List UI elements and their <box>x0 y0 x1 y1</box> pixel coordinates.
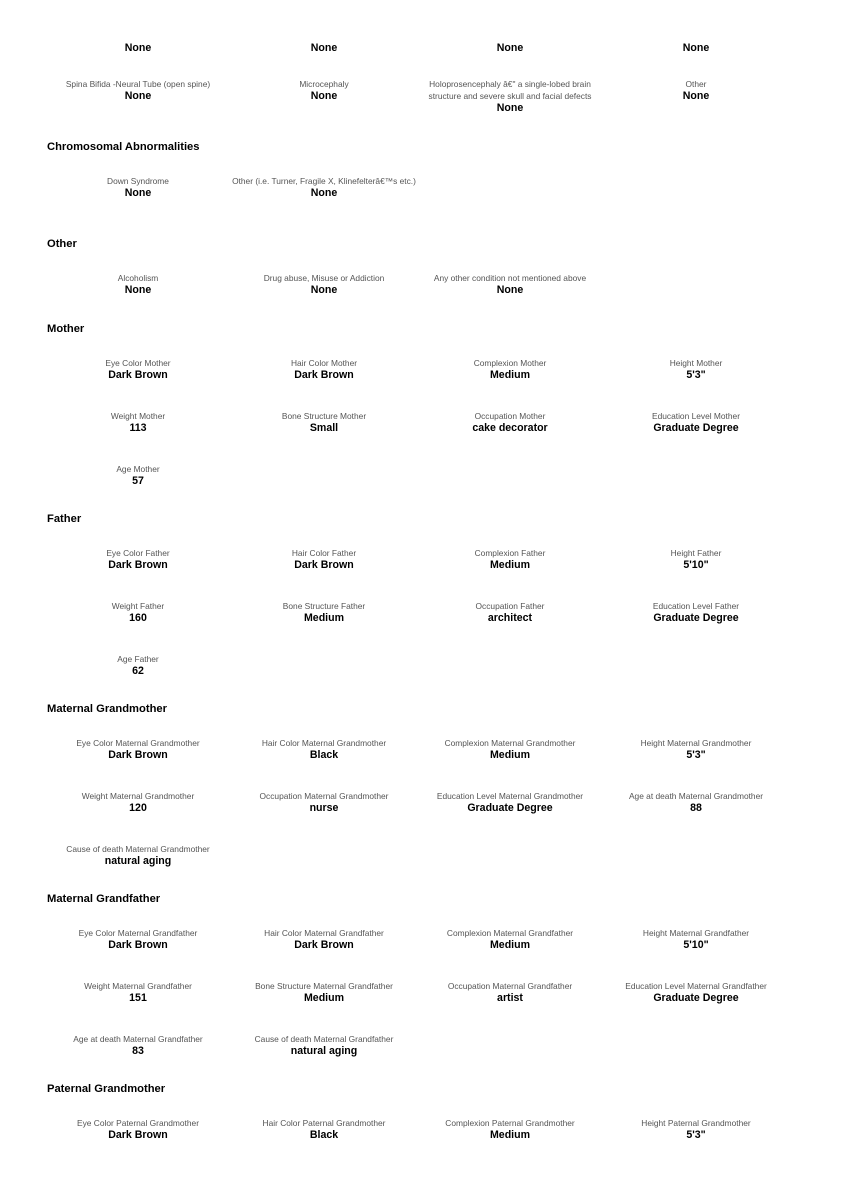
field-value: Dark Brown <box>108 559 168 571</box>
field-value: 5'10" <box>683 939 709 951</box>
field-value: None <box>124 284 152 296</box>
field-value: Graduate Degree <box>653 612 739 624</box>
field-label: Alcoholism <box>117 273 159 283</box>
field-value: Dark Brown <box>108 749 168 761</box>
field <box>603 357 789 382</box>
field-label: Education Level Maternal Grandfather <box>625 981 767 991</box>
field-value: nurse <box>309 802 339 814</box>
field <box>417 790 603 815</box>
field <box>45 653 231 678</box>
field <box>417 547 603 572</box>
field <box>603 547 789 572</box>
field-label: Weight Father <box>111 601 165 611</box>
field-value: natural aging <box>104 855 172 867</box>
field-value: None <box>310 284 338 296</box>
field <box>45 790 231 815</box>
field-value: Medium <box>489 939 531 951</box>
field-value: architect <box>487 612 533 624</box>
field <box>603 78 789 103</box>
field-value: Medium <box>303 992 345 1004</box>
field-value: 160 <box>129 612 147 624</box>
field-value: Black <box>309 1129 339 1141</box>
field <box>231 1033 417 1058</box>
field-value: Medium <box>489 1129 531 1141</box>
field-value: Dark Brown <box>294 939 354 951</box>
field <box>45 980 231 1005</box>
field <box>231 272 417 297</box>
field-label: Drug abuse, Misuse or Addiction <box>263 273 385 283</box>
field <box>417 600 603 625</box>
field-label: Other (i.e. Turner, Fragile X, Klinefelterâ€™s etc.) <box>232 176 416 186</box>
field-label: Down Syndrome <box>107 176 169 186</box>
field <box>45 927 231 952</box>
field <box>603 42 789 55</box>
field-value: 5'3" <box>686 369 706 381</box>
field-value: None <box>124 187 152 199</box>
field <box>45 547 231 572</box>
section-heading: Chromosomal Abnormalities <box>47 141 200 153</box>
field-label: Age at death Maternal Grandfather <box>73 1034 203 1044</box>
field-label: Eye Color Paternal Grandmother <box>77 1118 199 1128</box>
field <box>231 42 417 55</box>
field <box>231 927 417 952</box>
section-heading: Maternal Grandfather <box>47 893 161 905</box>
field-label: Age at death Maternal Grandmother <box>628 791 764 801</box>
field-value: 62 <box>132 665 144 677</box>
section-heading: Father <box>47 513 82 525</box>
field-value: Small <box>309 422 339 434</box>
field <box>417 272 603 297</box>
field <box>45 843 231 868</box>
field-label: Complexion Father <box>474 548 546 558</box>
field-value: Medium <box>489 559 531 571</box>
field-value: None <box>124 90 152 102</box>
field-label: Other <box>685 79 707 89</box>
field-value: Graduate Degree <box>467 802 553 814</box>
field-value: Graduate Degree <box>653 992 739 1004</box>
field-label: Bone Structure Maternal Grandfather <box>255 981 393 991</box>
field-value: artist <box>497 992 523 1004</box>
field-label: Hair Color Maternal Grandfather <box>264 928 384 938</box>
field <box>417 737 603 762</box>
field-value: Medium <box>303 612 345 624</box>
field <box>603 410 789 435</box>
field <box>45 78 231 103</box>
field-value: Dark Brown <box>294 369 354 381</box>
field-value: 5'3" <box>686 749 706 761</box>
field-label: Age Father <box>117 654 159 664</box>
field <box>603 790 789 815</box>
section-heading: Maternal Grandmother <box>47 703 167 715</box>
field-label: Eye Color Maternal Grandfather <box>78 928 198 938</box>
field-value: 151 <box>129 992 147 1004</box>
field <box>231 600 417 625</box>
section-heading: Other <box>47 238 77 250</box>
field-label: Eye Color Mother <box>105 358 171 368</box>
field-label: Complexion Paternal Grandmother <box>445 1118 575 1128</box>
field-value: None <box>496 102 524 114</box>
field <box>417 980 603 1005</box>
field <box>231 980 417 1005</box>
field <box>45 600 231 625</box>
section-heading: Paternal Grandmother <box>47 1083 166 1095</box>
field <box>417 1117 603 1142</box>
field-value: Dark Brown <box>108 939 168 951</box>
field-label: Any other condition not mentioned above <box>433 273 587 283</box>
field-label: Cause of death Maternal Grandmother <box>66 844 210 854</box>
field-value: None <box>496 284 524 296</box>
field-label: Eye Color Maternal Grandmother <box>76 738 200 748</box>
field <box>45 175 231 200</box>
field-label: Height Mother <box>669 358 723 368</box>
field <box>45 42 231 55</box>
field-label: Cause of death Maternal Grandfather <box>254 1034 394 1044</box>
field-value: None <box>310 90 338 102</box>
field-label: Hair Color Paternal Grandmother <box>262 1118 386 1128</box>
field-value: 83 <box>132 1045 144 1057</box>
field-value: Dark Brown <box>294 559 354 571</box>
field-value: 57 <box>132 475 144 487</box>
field <box>603 600 789 625</box>
field <box>603 737 789 762</box>
field <box>231 410 417 435</box>
field-value: None <box>682 42 710 54</box>
field <box>231 547 417 572</box>
field-label: Hair Color Mother <box>290 358 358 368</box>
field-label: Microcephaly <box>299 79 349 89</box>
field <box>45 1033 231 1058</box>
field <box>603 980 789 1005</box>
field-label: Height Maternal Grandmother <box>640 738 752 748</box>
field <box>231 175 417 200</box>
field-label: Occupation Maternal Grandfather <box>447 981 573 991</box>
field-label: Occupation Maternal Grandmother <box>259 791 389 801</box>
field <box>231 737 417 762</box>
field-label: Hair Color Father <box>291 548 357 558</box>
field-value: Medium <box>489 369 531 381</box>
field-value: cake decorator <box>472 422 548 434</box>
field <box>417 78 603 115</box>
field-label: Complexion Maternal Grandmother <box>444 738 576 748</box>
field-value: Dark Brown <box>108 369 168 381</box>
field-value: 120 <box>129 802 147 814</box>
field <box>231 357 417 382</box>
field <box>603 927 789 952</box>
field-value: 113 <box>129 422 147 434</box>
field <box>45 357 231 382</box>
field-label: Occupation Mother <box>474 411 546 421</box>
field-label: Occupation Father <box>475 601 545 611</box>
field <box>45 272 231 297</box>
field-label: Age Mother <box>116 464 160 474</box>
field-label: Weight Mother <box>110 411 166 421</box>
field-value: Graduate Degree <box>653 422 739 434</box>
field-label: Bone Structure Mother <box>281 411 367 421</box>
field-value: None <box>124 42 152 54</box>
field-label: Education Level Mother <box>652 411 740 421</box>
field <box>603 1117 789 1142</box>
field-label: Height Father <box>670 548 722 558</box>
field-label: Hair Color Maternal Grandmother <box>261 738 387 748</box>
field-value: 5'10" <box>683 559 709 571</box>
field-label: Height Maternal Grandfather <box>642 928 750 938</box>
field-value: None <box>682 90 710 102</box>
field <box>45 1117 231 1142</box>
field-label: Spina Bifida -Neural Tube (open spine) <box>65 79 211 89</box>
field-label: Weight Maternal Grandmother <box>81 791 195 801</box>
field-label: Weight Maternal Grandfather <box>84 981 192 991</box>
field <box>417 410 603 435</box>
field-value: Black <box>309 749 339 761</box>
field-label: Height Paternal Grandmother <box>641 1118 751 1128</box>
field-label: Bone Structure Father <box>282 601 366 611</box>
field-value: natural aging <box>290 1045 358 1057</box>
field-label: Eye Color Father <box>106 548 170 558</box>
field-label: Education Level Father <box>652 601 740 611</box>
field-value: None <box>496 42 524 54</box>
field-label: Holoprosencephaly â€" a single-lobed brain structure and severe skull and facial defects <box>428 79 592 101</box>
field-label: Education Level Maternal Grandmother <box>436 791 584 801</box>
field-value: 88 <box>690 802 702 814</box>
section-heading: Mother <box>47 323 85 335</box>
field <box>45 410 231 435</box>
field <box>417 927 603 952</box>
field-value: 5'3" <box>686 1129 706 1141</box>
field <box>45 737 231 762</box>
field-label: Complexion Maternal Grandfather <box>446 928 574 938</box>
field <box>231 1117 417 1142</box>
field <box>417 42 603 55</box>
field <box>417 357 603 382</box>
field-label: Complexion Mother <box>473 358 547 368</box>
field-value: Dark Brown <box>108 1129 168 1141</box>
field <box>45 463 231 488</box>
field <box>231 790 417 815</box>
field-value: None <box>310 42 338 54</box>
field-value: Medium <box>489 749 531 761</box>
field <box>231 78 417 103</box>
field-value: None <box>310 187 338 199</box>
